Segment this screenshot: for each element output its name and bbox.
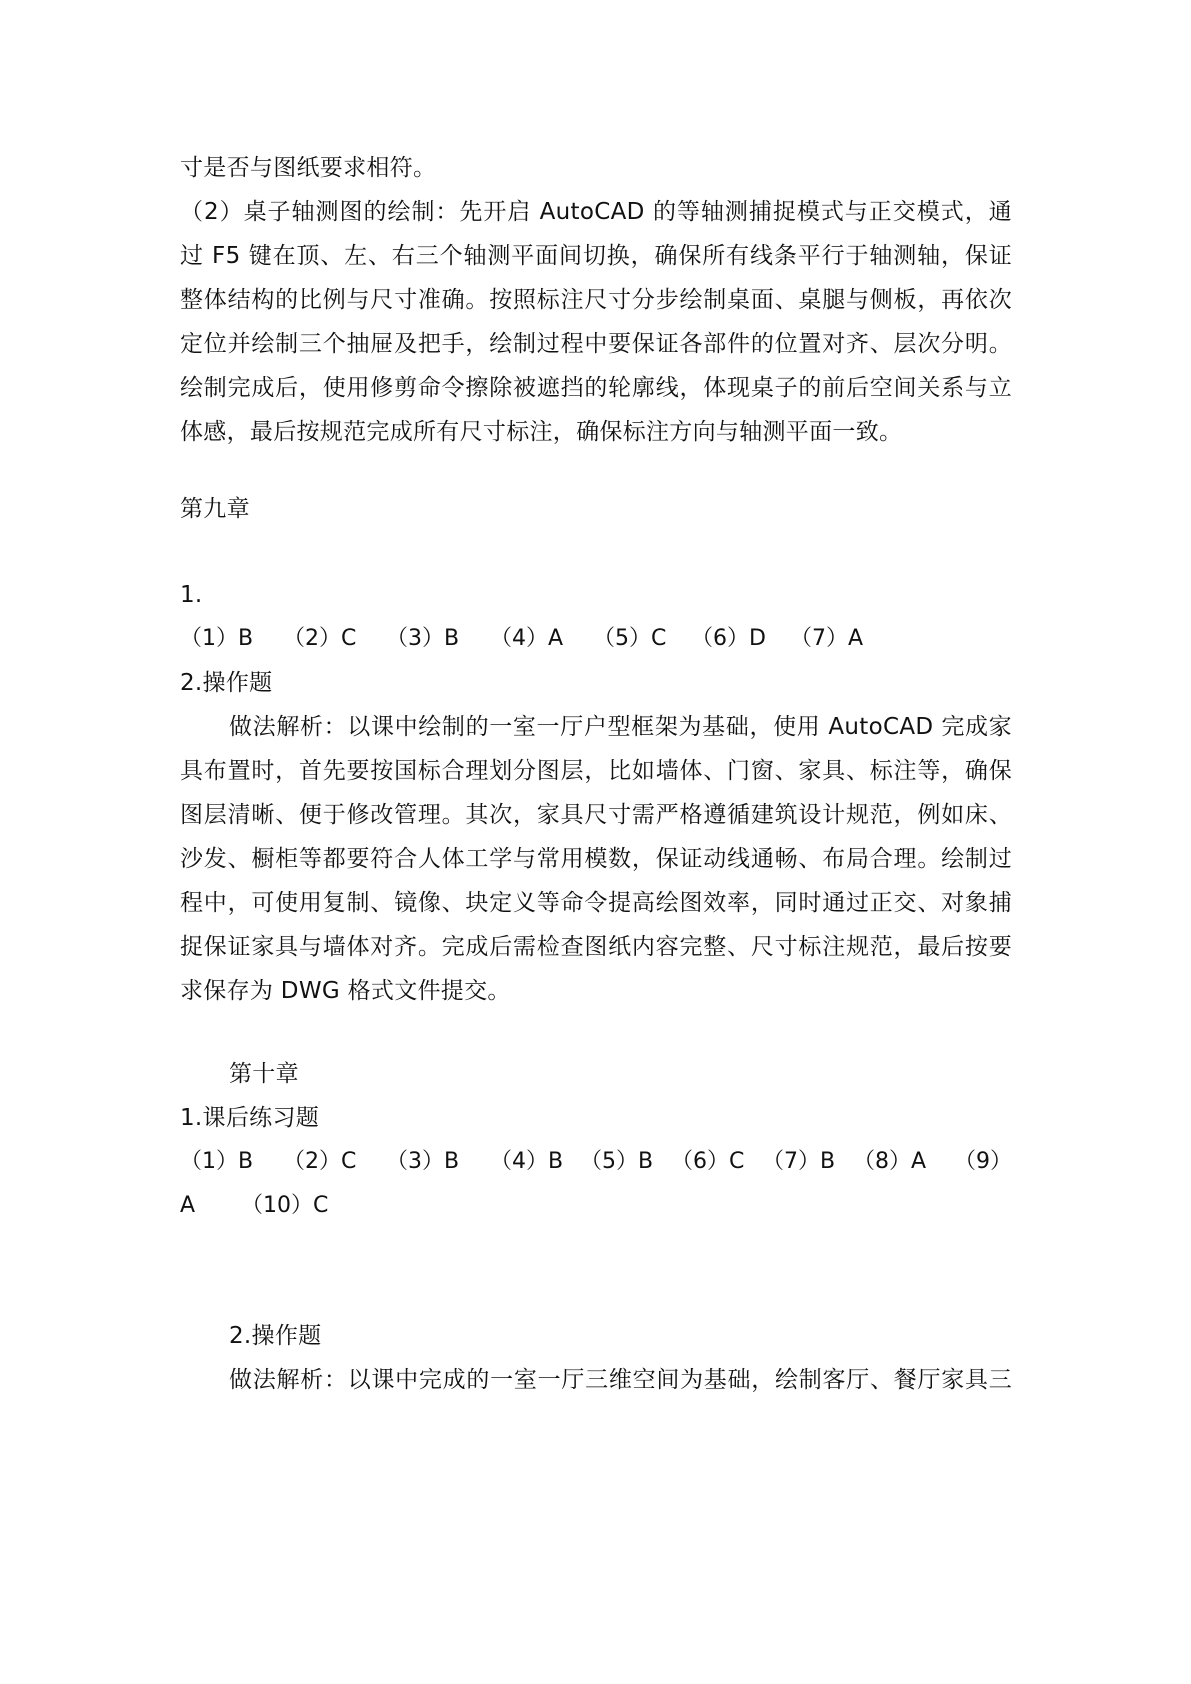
paragraph-line: 捉保证家具与墙体对齐。完成后需检查图纸内容完整、尺寸标注规范，最后按要 [180, 934, 1012, 960]
question-label: 2.操作题 [180, 670, 273, 696]
answer-item: （2）C [283, 1149, 357, 1174]
question-label: 1. [180, 582, 203, 608]
paragraph-line: 图层清晰、便于修改管理。其次，家具尺寸需严格遵循建筑设计规范，例如床、 [180, 802, 1012, 828]
answer-item: （4）B [490, 1149, 564, 1174]
answer-item: （9） [954, 1149, 1012, 1174]
answer-item: （2）C [283, 626, 357, 651]
paragraph-line: 过 F5 键在顶、左、右三个轴测平面间切换，确保所有线条平行于轴测轴，保证 [180, 243, 1012, 269]
paragraph-line: 具布置时，首先要按国标合理划分图层，比如墙体、门窗、家具、标注等，确保 [180, 758, 1012, 784]
answer-item: （4）A [490, 626, 564, 651]
answer-item: （5）C [593, 626, 667, 651]
answer-item: （8）A [853, 1149, 927, 1174]
answer-item: （6）C [671, 1149, 745, 1174]
answer-item: （3）B [386, 626, 460, 651]
question-label: 1.课后练习题 [180, 1105, 320, 1131]
answer-item: （10）C [241, 1193, 329, 1218]
answer-item: （5）B [580, 1149, 654, 1174]
answer-item: （1）B [180, 626, 254, 651]
paragraph-line: 整体结构的比例与尺寸准确。按照标注尺寸分步绘制桌面、桌腿与侧板，再依次 [180, 287, 1012, 313]
paragraph-line: 做法解析：以课中完成的一室一厅三维空间为基础，绘制客厅、餐厅家具三 [229, 1367, 1012, 1393]
paragraph-line: 定位并绘制三个抽屉及把手，绘制过程中要保证各部件的位置对齐、层次分明。 [180, 331, 1012, 357]
answer-item: （1）B [180, 1149, 254, 1174]
chapter-heading: 第九章 [180, 496, 250, 522]
paragraph-line: 绘制完成后，使用修剪命令擦除被遮挡的轮廓线，体现桌子的前后空间关系与立 [180, 375, 1012, 401]
paragraph-line: （2）桌子轴测图的绘制：先开启 AutoCAD 的等轴测捕捉模式与正交模式，通 [180, 199, 1012, 225]
answer-item: （7）A [790, 626, 864, 651]
question-label: 2.操作题 [229, 1323, 322, 1349]
paragraph-line: 求保存为 DWG 格式文件提交。 [180, 978, 511, 1004]
answer-item: （3）B [386, 1149, 460, 1174]
paragraph-continuation: 寸是否与图纸要求相符。 [180, 155, 437, 181]
paragraph-line: 沙发、橱柜等都要符合人体工学与常用模数，保证动线通畅、布局合理。绘制过 [180, 846, 1012, 872]
paragraph-line: 体感，最后按规范完成所有尺寸标注，确保标注方向与轴测平面一致。 [180, 419, 903, 445]
answer-item: （6）D [691, 626, 766, 651]
answer-item: （7）B [762, 1149, 836, 1174]
chapter-heading: 第十章 [229, 1061, 299, 1087]
paragraph-line: 程中，可使用复制、镜像、块定义等命令提高绘图效率，同时通过正交、对象捕 [180, 890, 1012, 916]
paragraph-line: 做法解析：以课中绘制的一室一厅户型框架为基础，使用 AutoCAD 完成家 [229, 714, 1012, 740]
answer-item: A [180, 1193, 196, 1218]
